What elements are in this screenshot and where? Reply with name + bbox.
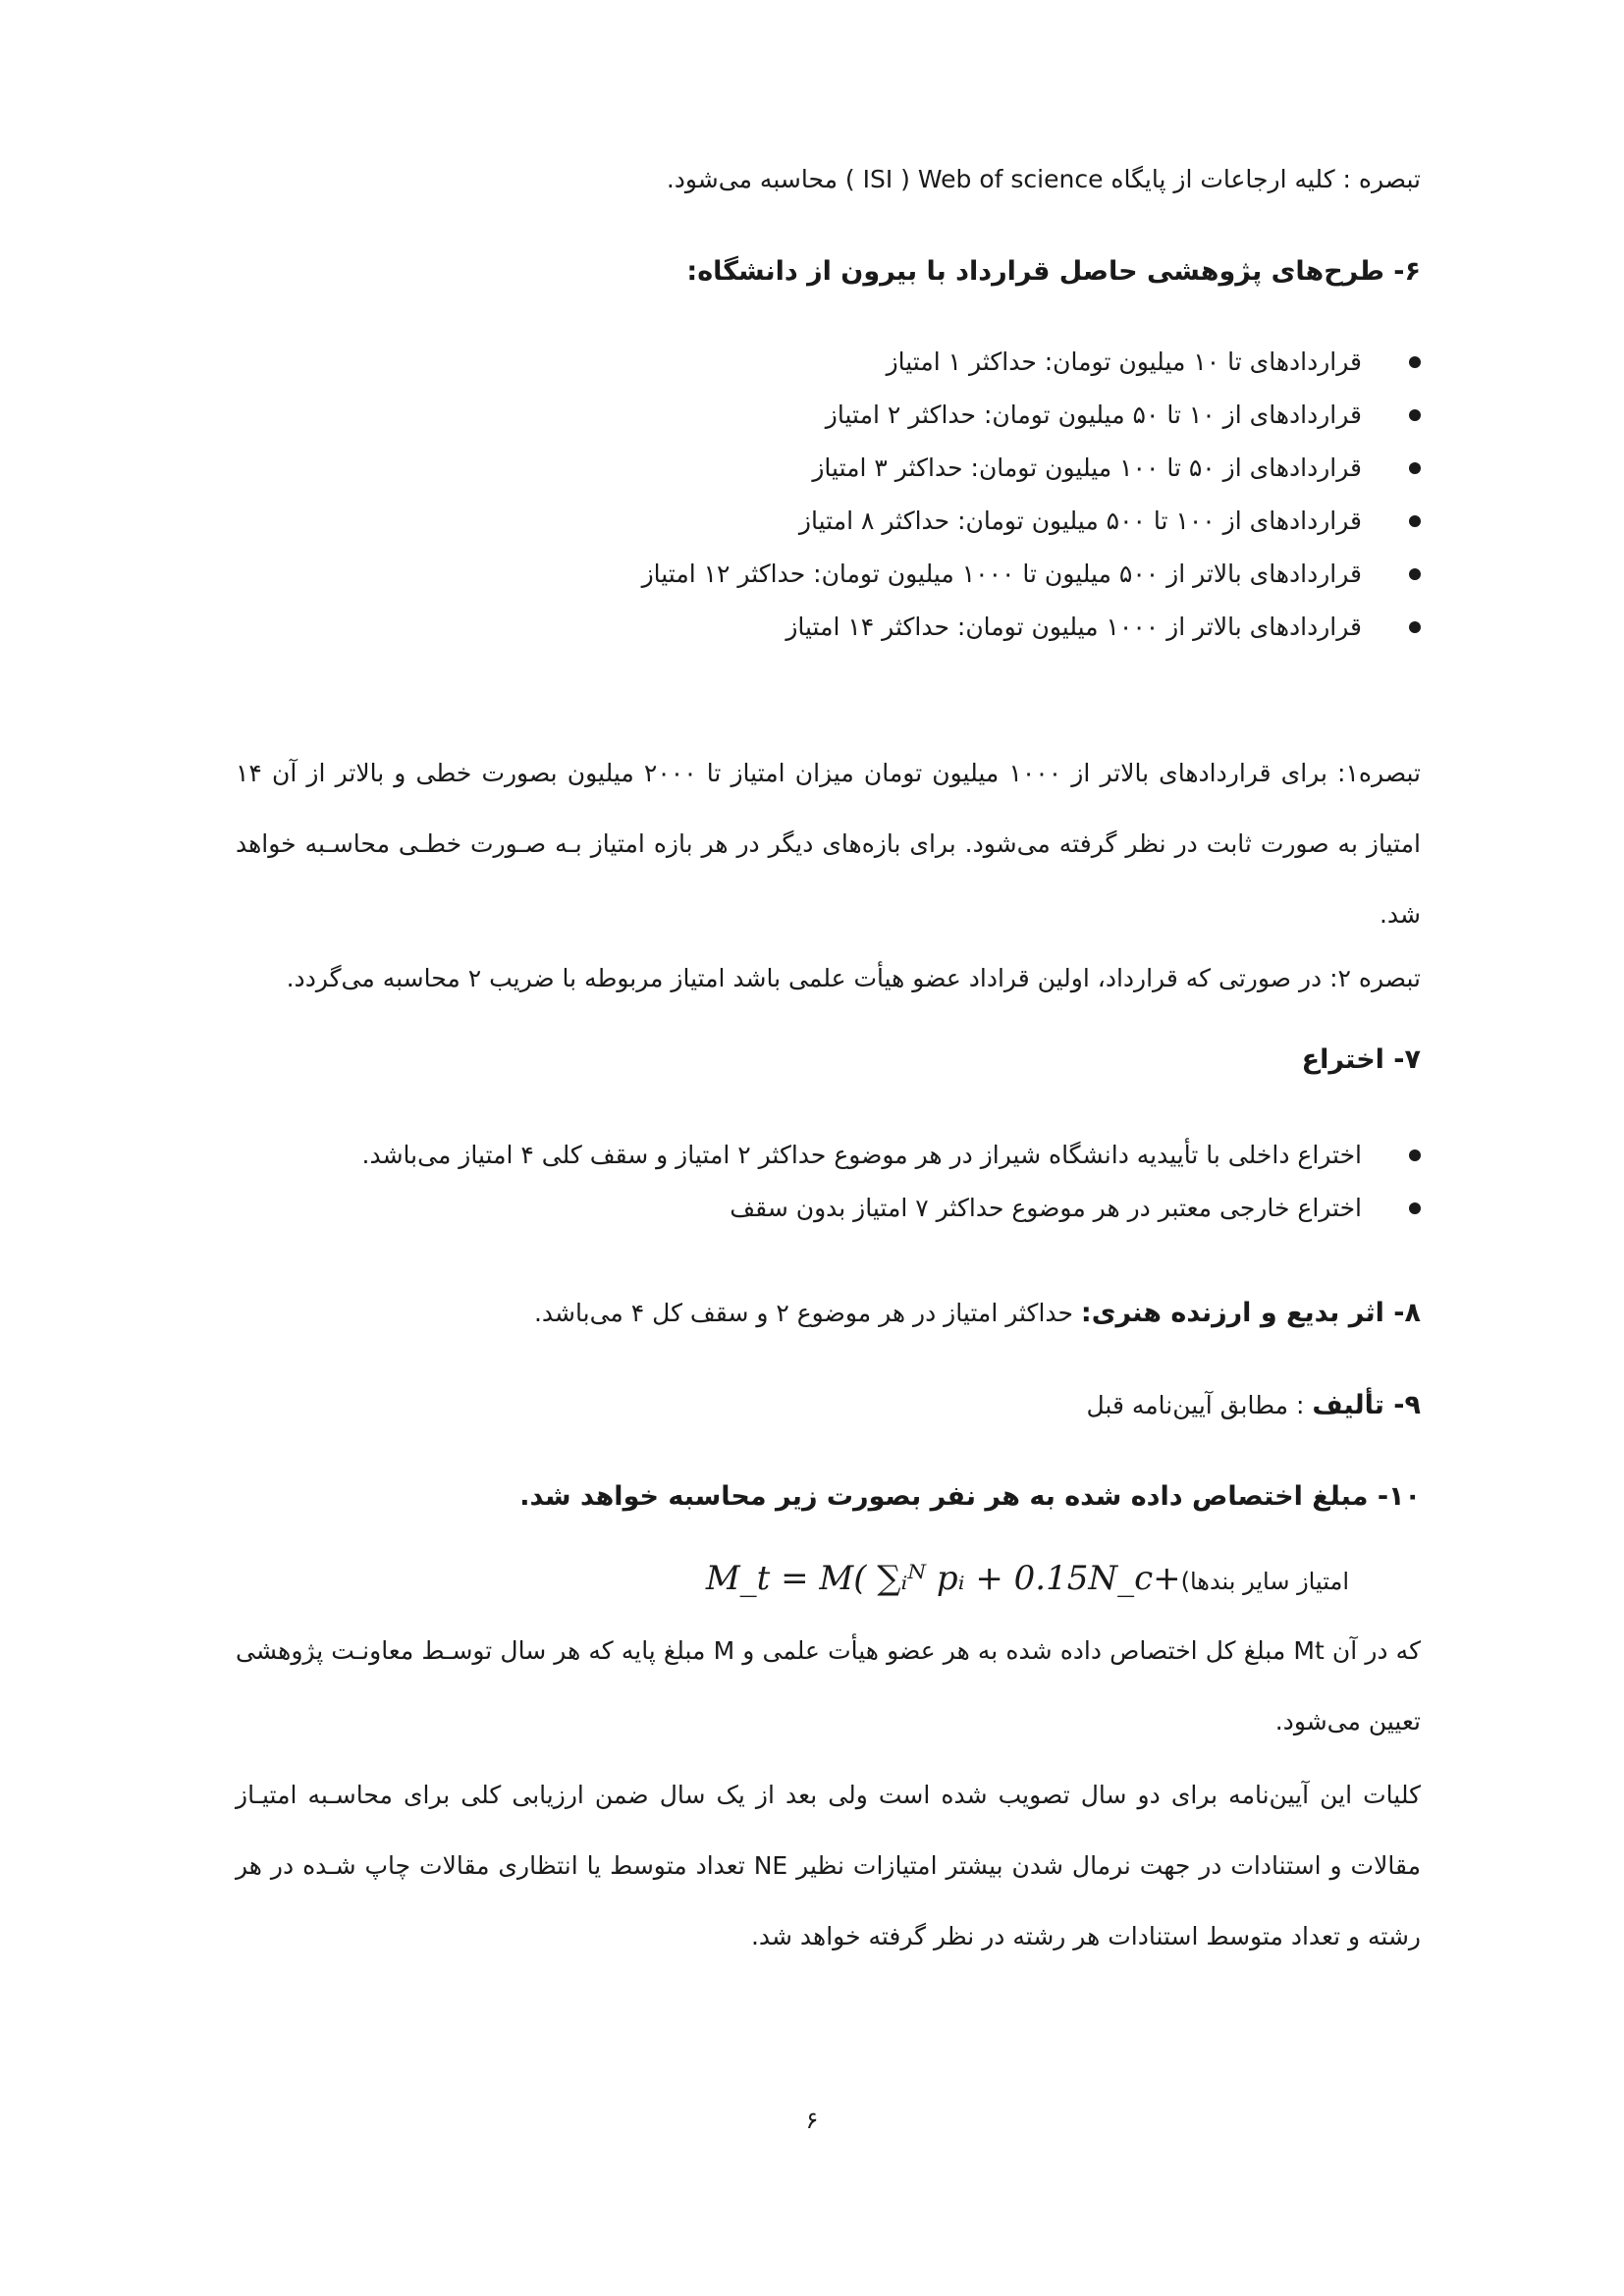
bullet-icon [1409,515,1421,527]
list-item-text: قراردادهای از ۱۰ تا ۵۰ میلیون تومان: حداکثر ۲ امتیاز [825,400,1362,429]
section6-list [642,336,1421,654]
formula [706,1559,1349,1598]
section8-label: ۸- اثر بدیع و ارزنده هنری: [1080,1298,1421,1328]
section6-heading: ۶- طرح‌های پژوهشی حاصل قرارداد با بیرون از دانشگاه: [686,256,1421,287]
list-item [642,601,1421,654]
list-item-text: اختراع خارجی معتبر در هر موضوع حداکثر ۷ امتیاز بدون سقف [730,1194,1362,1222]
bullet-icon [1409,1202,1421,1214]
section7-list [362,1129,1421,1235]
list-item [642,389,1421,442]
section6-note1: تبصره۱: برای قراردادهای بالاتر از ۱۰۰۰ میلیون تومان میزان امتیاز تا ۲۰۰۰ میلیون بصورت خطی و بالاتر از آن ۱۴ امتیاز به صورت ثابت در نظر گرفته می‌شود. برای بازه‌های دیگر در هر بازه امتیاز بـه صـورت خطـی محاسـبه خواهد شد. [236,759,1421,929]
section9-text: : مطابق آیین‌نامه قبل [1086,1391,1313,1419]
list-item-text: قراردادهای بالاتر از ۱۰۰۰ میلیون تومان: حداکثر ۱۴ امتیاز [785,613,1362,641]
formula-math: M_t = M( ∑ᵢᴺ pᵢ + 0.15N_c+ [705,1559,1181,1598]
section10-heading: ۱۰- مبلغ اختصاص داده شده به هر نفر بصورت زیر محاسبه خواهد شد. [519,1481,1421,1512]
bullet-icon [1409,621,1421,633]
list-item-text: قراردادهای از ۵۰ تا ۱۰۰ میلیون تومان: حداکثر ۳ امتیاز [812,454,1362,482]
list-item-text: اختراع داخلی با تأییدیه دانشگاه شیراز در هر موضوع حداکثر ۲ امتیاز و سقف کلی ۴ امتیاز می‌باشد. [361,1141,1362,1169]
list-item [642,336,1421,389]
bullet-icon [1409,462,1421,474]
page-number: ۶ [805,2107,819,2134]
bullet-icon [1409,356,1421,368]
formula-text: امتیاز سایر بندها) [1180,1568,1349,1595]
section8 [534,1299,1421,1328]
section10-explanation: که در آن Mt مبلغ کل اختصاص داده شده به هر عضو هیأت علمی و M مبلغ پایه که هر سال توسـط معاونـت پژوهشی تعیین می‌شود. [236,1636,1421,1735]
list-item [362,1129,1421,1182]
section7-heading: ۷- اختراع [1301,1044,1421,1075]
section6-note2: تبصره ۲: در صورتی که قرارداد، اولین قراداد عضو هیأت علمی باشد امتیاز مربوطه با ضریب ۲ محاسبه می‌گردد. [286,964,1421,992]
list-item [642,442,1421,495]
section10-closing: کلیات این آیین‌نامه برای دو سال تصویب شده است ولی بعد از یک سال ضمن ارزیابی کلی برای محاسـبه امتیـاز مقالات و استنادات در جهت نرمال شدن بیشتر امتیازات نظیر NE تعداد متوسط یا انتظاری مقالات چاپ شـده در هر رشته و تعداد متوسط استنادات هر رشته در نظر گرفته خواهد شد. [236,1781,1421,1950]
bullet-icon [1409,409,1421,421]
list-item [642,548,1421,601]
list-item-text: قراردادهای تا ۱۰ میلیون تومان: حداکثر ۱ امتیاز [886,347,1362,376]
section8-text: حداکثر امتیاز در هر موضوع ۲ و سقف کل ۴ می‌باشد. [533,1299,1081,1327]
bullet-icon [1409,1149,1421,1161]
list-item [362,1182,1421,1235]
bullet-icon [1409,568,1421,580]
section9 [1087,1391,1422,1420]
list-item-text: قراردادهای از ۱۰۰ تا ۵۰۰ میلیون تومان: حداکثر ۸ امتیاز [798,507,1362,535]
note-top: تبصره : کلیه ارجاعات از پایگاه ISI ) Web of science ) محاسبه می‌شود. [666,165,1421,193]
list-item-text: قراردادهای بالاتر از ۵۰۰ میلیون تا ۱۰۰۰ میلیون تومان: حداکثر ۱۲ امتیاز [641,560,1362,588]
list-item [642,495,1421,548]
section9-label: ۹- تألیف [1312,1390,1421,1420]
